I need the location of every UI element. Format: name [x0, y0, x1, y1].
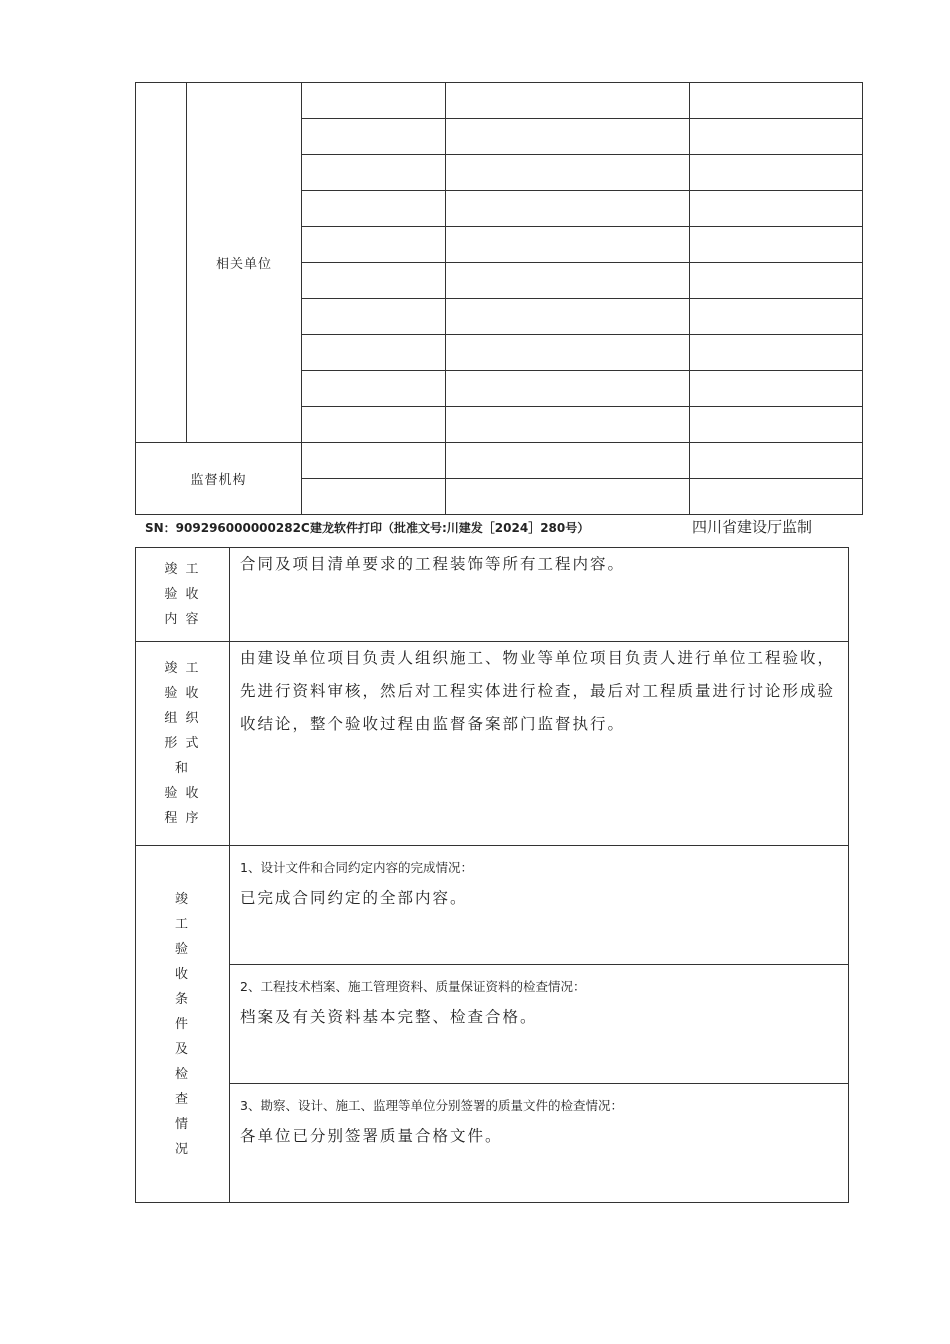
table-cell — [302, 299, 446, 335]
province-supervision-note: 四川省建设厅监制 — [692, 518, 813, 536]
table-cell — [690, 407, 863, 443]
table-cell — [690, 191, 863, 227]
blank-left-cell — [136, 83, 187, 443]
table-cell — [302, 227, 446, 263]
table-cell — [690, 371, 863, 407]
acceptance-procedure-row — [136, 642, 849, 846]
table-cell — [690, 299, 863, 335]
condition-title: 1、设计文件和合同约定内容的完成情况： — [240, 860, 473, 875]
table-cell — [302, 335, 446, 371]
table-cell — [690, 119, 863, 155]
acceptance-content-text: 合同及项目清单要求的工程装饰等所有工程内容。 — [230, 548, 849, 642]
table-cell — [446, 299, 690, 335]
related-units-label: 相关单位 — [187, 83, 302, 443]
acceptance-condition-row-1 — [136, 846, 849, 965]
condition-text: 档案及有关资料基本完整、检查合格。 — [240, 1008, 538, 1026]
acceptance-condition-row-2 — [136, 965, 849, 1084]
table-cell — [446, 191, 690, 227]
table-cell — [690, 479, 863, 515]
table-cell — [302, 371, 446, 407]
software-print-note: 建龙软件打印（批准文号:川建发［2024］280号） — [310, 521, 590, 535]
condition-title: 3、勘察、设计、施工、监理等单位分别签署的质量文件的检查情况： — [240, 1098, 623, 1113]
acceptance-content-row — [136, 548, 849, 642]
table-cell — [302, 191, 446, 227]
table-cell — [446, 407, 690, 443]
related-units-table — [135, 82, 863, 515]
table-cell — [690, 83, 863, 119]
condition-title: 2、工程技术档案、施工管理资料、质量保证资料的检查情况： — [240, 979, 586, 994]
acceptance-procedure-label: 竣 工 验 收 组 织 形 式 和 验 收 程 序 — [136, 642, 230, 846]
acceptance-content-label: 竣 工 验 收 内 容 — [136, 548, 230, 642]
condition-cell — [230, 965, 849, 1084]
table-cell — [446, 335, 690, 371]
table-cell — [302, 479, 446, 515]
table-cell — [690, 263, 863, 299]
table-cell — [302, 443, 446, 479]
serial-number: SN：909296000000282C — [145, 521, 310, 535]
acceptance-conditions-label: 竣 工 验 收 条 件 及 检 查 情 况 — [136, 846, 230, 1203]
table-cell — [446, 227, 690, 263]
table-cell — [446, 119, 690, 155]
table-cell — [446, 263, 690, 299]
table-cell — [690, 155, 863, 191]
condition-cell — [230, 846, 849, 965]
table-cell — [690, 227, 863, 263]
table-cell — [446, 83, 690, 119]
acceptance-condition-row-3 — [136, 1084, 849, 1203]
table-cell — [302, 83, 446, 119]
condition-text: 各单位已分别签署质量合格文件。 — [240, 1127, 503, 1145]
table-cell — [690, 443, 863, 479]
print-footer — [145, 516, 845, 538]
table-cell — [302, 155, 446, 191]
table-cell — [302, 407, 446, 443]
table-cell — [446, 371, 690, 407]
condition-cell — [230, 1084, 849, 1203]
table-cell — [302, 263, 446, 299]
supervision-label: 监督机构 — [136, 443, 302, 515]
table-cell — [446, 479, 690, 515]
table-cell — [302, 119, 446, 155]
table-cell — [446, 155, 690, 191]
acceptance-procedure-text: 由建设单位项目负责人组织施工、物业等单位项目负责人进行单位工程验收，先进行资料审核，然后对工程实体进行检查，最后对工程质量进行讨论形成验收结论，整个验收过程由监督备案部门监督执行。 — [230, 642, 849, 846]
table-cell — [690, 335, 863, 371]
table-row — [136, 83, 863, 119]
condition-text: 已完成合同约定的全部内容。 — [240, 889, 468, 907]
acceptance-table — [135, 547, 849, 1203]
table-cell — [446, 443, 690, 479]
table-row — [136, 443, 863, 479]
